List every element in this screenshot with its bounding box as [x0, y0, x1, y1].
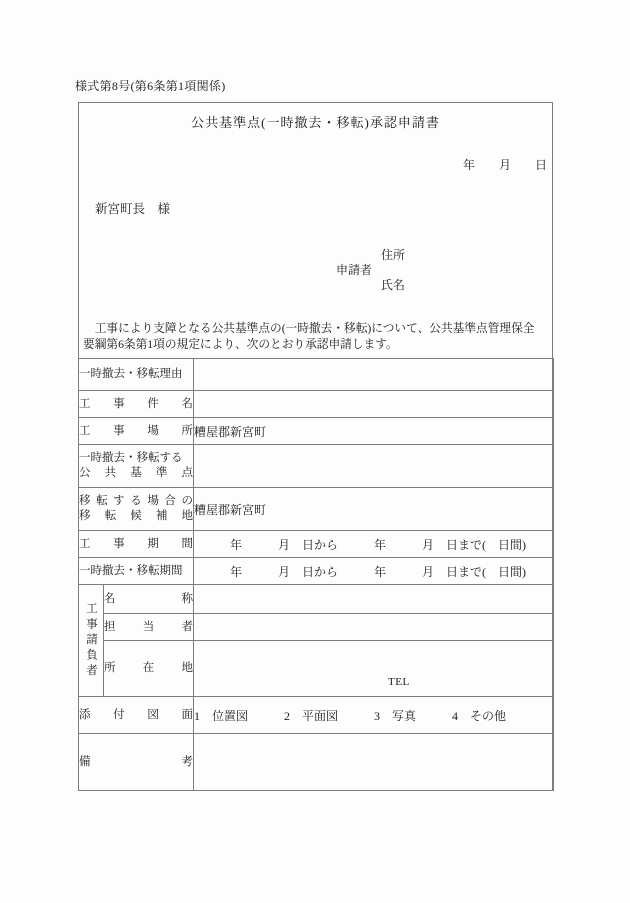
application-table — [78, 358, 554, 791]
table-row — [79, 614, 554, 641]
row-label-control-point — [79, 445, 194, 488]
row-label-removal-reason: 一時撤去・移転理由 — [79, 359, 194, 391]
row-label-relocation-site-line2: 移転候補地 — [79, 510, 193, 522]
row-label-removal-period: 一時撤去・移転期間 — [79, 558, 194, 585]
contractor-group-label-cell — [79, 585, 104, 697]
table-row — [79, 697, 554, 734]
form-title: 公共基準点(一時撤去・移転)承認申請書 — [191, 115, 440, 130]
row-label-contractor-address: 所在地 — [104, 641, 194, 697]
row-label-project-name: 工事件名 — [79, 391, 194, 418]
row-label-remarks: 備考 — [79, 734, 194, 791]
row-value-relocation-site: 糟屋郡新宮町 — [194, 488, 554, 531]
row-value-removal-reason — [194, 359, 554, 391]
table-row — [79, 359, 554, 391]
row-value-removal-period: 年 月 日から 年 月 日まで( 日間) — [194, 558, 554, 585]
table-row — [79, 418, 554, 445]
date-line: 年 月 日 — [462, 158, 547, 172]
table-row — [79, 531, 554, 558]
table-row — [79, 488, 554, 531]
row-value-remarks — [194, 734, 554, 791]
table-row — [79, 585, 554, 614]
body-text-line2: 要綱第6条第1項の規定により、次のとおり承認申請します。 — [83, 338, 398, 351]
row-label-attached-drawings: 添付図面 — [79, 697, 194, 734]
row-label-contractor-contact: 担当者 — [104, 614, 194, 641]
form-number-label: 様式第8号(第6条第1項関係) — [75, 79, 226, 93]
body-text-line1: 工事により支障となる公共基準点の(一時撤去・移転)について、公共基準点管理保全 — [83, 322, 535, 335]
table-row — [79, 734, 554, 791]
row-label-contractor-name: 名称 — [104, 585, 194, 614]
row-value-contractor-contact — [194, 614, 554, 641]
row-label-control-point-line2: 公共基準点 — [79, 467, 193, 479]
row-label-relocation-site-line1: 移転する場合の — [79, 495, 193, 507]
table-row — [79, 445, 554, 488]
form-border-box — [78, 102, 553, 791]
row-value-construction-period: 年 月 日から 年 月 日まで( 日間) — [194, 531, 554, 558]
row-label-control-point-line1: 一時撤去・移転する — [79, 452, 183, 464]
applicant-name-label: 氏名 — [381, 278, 406, 292]
addressee-label: 新宮町長 様 — [95, 202, 171, 216]
contractor-group-label: 工事請負者 — [85, 601, 97, 680]
table-row — [79, 391, 554, 418]
table-row — [79, 641, 554, 697]
row-value-contractor-name — [194, 585, 554, 614]
applicant-address-label: 住所 — [381, 248, 406, 262]
row-value-project-name — [194, 391, 554, 418]
form-header — [79, 103, 552, 358]
row-value-control-point — [194, 445, 554, 488]
row-label-construction-period: 工事期間 — [79, 531, 194, 558]
row-value-attached-drawings: 1 位置図 2 平面図 3 写真 4 その他 — [194, 697, 554, 734]
tel-label: TEL — [388, 676, 410, 688]
row-value-contractor-address — [194, 641, 554, 697]
applicant-label: 申請者 — [336, 263, 373, 277]
row-value-project-site: 糟屋郡新宮町 — [194, 418, 554, 445]
table-row — [79, 558, 554, 585]
row-label-relocation-site — [79, 488, 194, 531]
row-label-project-site: 工事場所 — [79, 418, 194, 445]
